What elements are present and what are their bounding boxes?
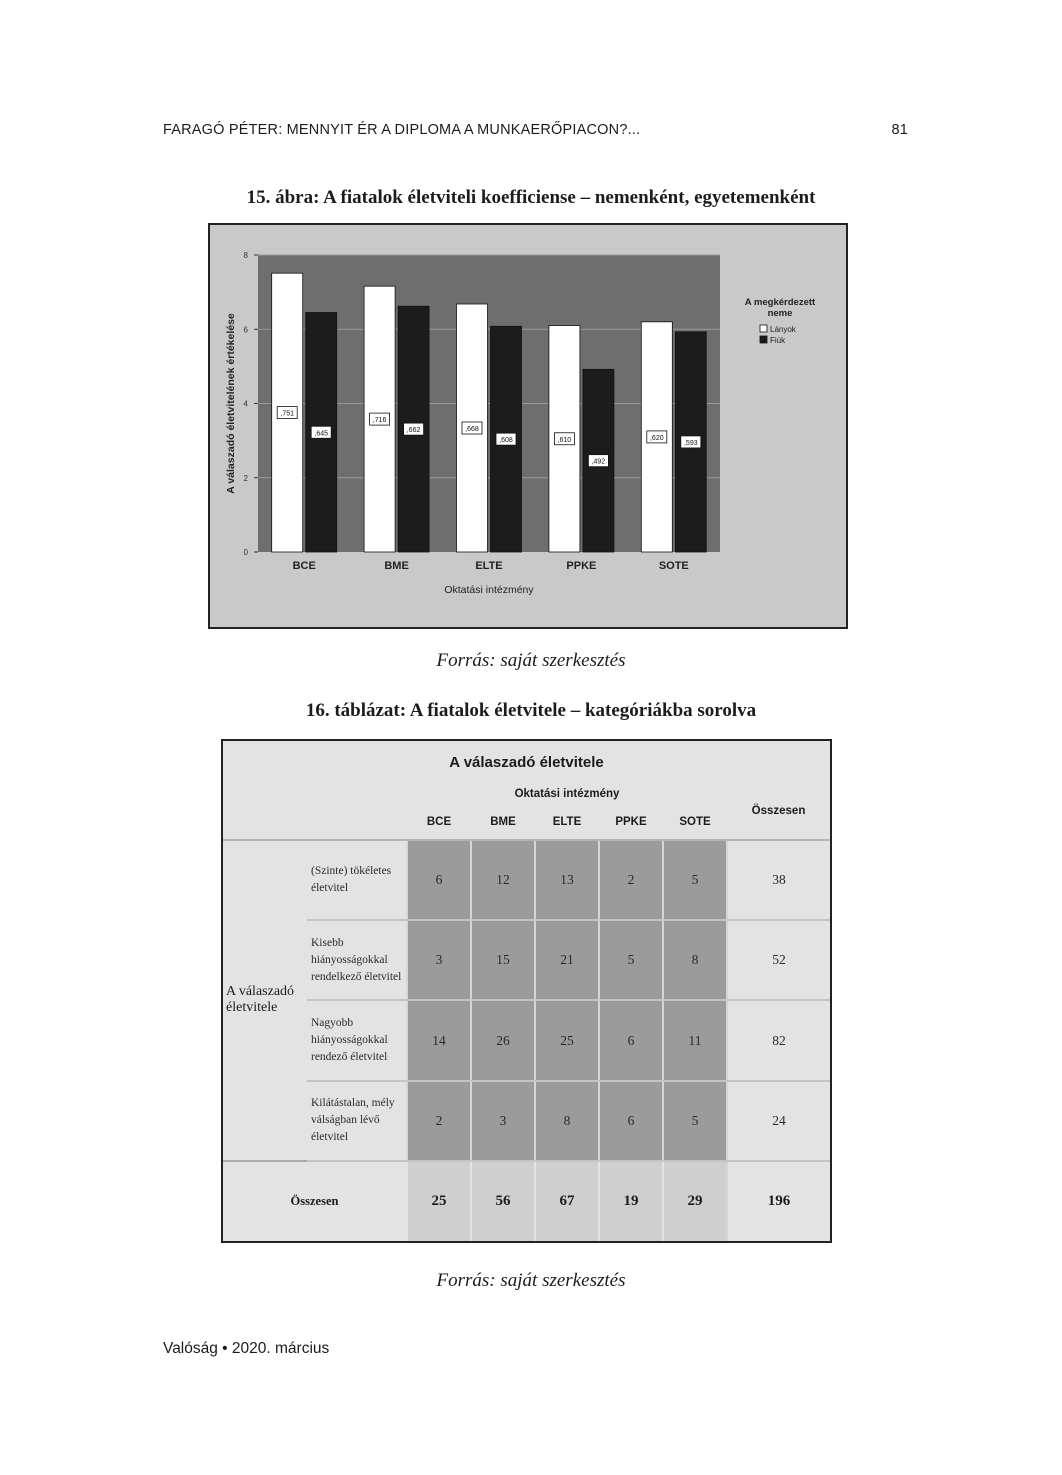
y-tick-label: 8 [243,251,248,260]
grand-total: 196 [727,1161,830,1241]
y-tick-label: 0 [243,548,248,557]
sum-cell: 29 [663,1161,727,1241]
table-cell: 21 [535,920,599,1000]
table-cell: 6 [599,1081,663,1161]
column-header: PPKE [599,805,663,840]
table-cell: 2 [407,1081,471,1161]
row-total: 82 [727,1000,830,1080]
row-label: (Szinte) tökéletes életvitel [307,840,407,920]
table-cell: 5 [663,1081,727,1161]
legend-swatch [760,336,767,343]
data-label: ,716 [372,417,387,425]
data-label: ,645 [314,430,329,438]
x-tick-label: BCE [292,560,316,572]
table-cell: 26 [471,1000,535,1080]
x-axis-label: Oktatási intézmény [444,584,534,596]
column-header: SOTE [663,805,727,840]
legend-label: Fiúk [770,336,786,345]
row-label: Kilátástalan, mély válságban lévő életvitel [307,1081,407,1161]
footer: Valóság • 2020. március [163,1340,330,1357]
data-label: ,492 [591,458,606,466]
table-caption: 16. táblázat: A fiatalok életvitele – kategóriákba sorolva [305,700,757,721]
x-tick-label: ELTE [475,560,503,572]
table-title: A válaszadó életvitele [223,741,830,783]
sum-cell: 19 [599,1161,663,1241]
table-cell: 11 [663,1000,727,1080]
y-tick-label: 4 [243,399,248,409]
sum-cell: 67 [535,1161,599,1241]
data-label: ,751 [280,410,295,418]
row-total: 24 [727,1081,830,1161]
table-cell: 6 [407,840,471,920]
row-total: 52 [727,920,830,1000]
table-cell: 5 [663,840,727,920]
sum-cell: 56 [471,1161,535,1241]
table-cell: 14 [407,1000,471,1080]
y-axis-label: A válaszadó életvitelének értékelése [225,313,237,494]
table-total-header: Összesen [727,783,830,840]
data-table [223,741,830,1241]
data-label: ,662 [406,427,421,435]
x-tick-label: BME [384,560,409,572]
x-tick-label: PPKE [566,560,597,572]
table-cell: 25 [535,1000,599,1080]
data-label: ,620 [649,434,664,442]
data-table-wrap [221,739,832,1243]
legend-label: Lányok [770,325,796,334]
row-group-label: A válaszadó életvitele [223,840,307,1161]
table-cell: 6 [599,1000,663,1080]
running-title: FARAGÓ PÉTER: MENNYIT ÉR A DIPLOMA A MUNKAERŐPIACON?... [163,122,641,138]
legend-title: neme [767,308,793,319]
table-cell: 8 [663,920,727,1000]
data-label: ,610 [557,436,572,444]
table-cell: 12 [471,840,535,920]
row-label: Nagyobb hiányosságokkal rendező életvitel [307,1000,407,1080]
running-header [163,122,908,142]
figure-caption: 15. ábra: A fiatalok életviteli koefficiense – nemenként, egyetemenként [246,187,816,208]
table-group-header: Oktatási intézmény [514,788,620,801]
y-tick-label: 6 [243,325,248,335]
table-source: Forrás: saját szerkesztés [436,1270,626,1291]
data-label: ,668 [465,426,479,434]
column-header: BCE [407,805,471,840]
figure-source: Forrás: saját szerkesztés [436,650,626,671]
sum-cell: 25 [407,1161,471,1241]
table-cell: 8 [535,1081,599,1161]
data-label: ,608 [499,437,513,445]
column-header: ELTE [535,805,599,840]
table-cell: 5 [599,920,663,1000]
column-header: BME [471,805,535,840]
legend-swatch [760,325,767,332]
bar-chart [210,225,846,627]
table-cell: 2 [599,840,663,920]
chart-figure [208,223,848,629]
row-label: Kisebb hiányosságokkal rendelkező életvitel [307,920,407,1000]
sum-row-label: Összesen [223,1161,407,1241]
table-cell: 3 [407,920,471,1000]
table-cell: 3 [471,1081,535,1161]
page-number: 81 [891,122,908,138]
row-total: 38 [727,840,830,920]
data-label: ,593 [683,439,698,447]
table-cell: 15 [471,920,535,1000]
y-tick-label: 2 [243,473,248,483]
table-cell: 13 [535,840,599,920]
legend-title: A megkérdezett [744,297,816,308]
x-tick-label: SOTE [658,560,689,572]
